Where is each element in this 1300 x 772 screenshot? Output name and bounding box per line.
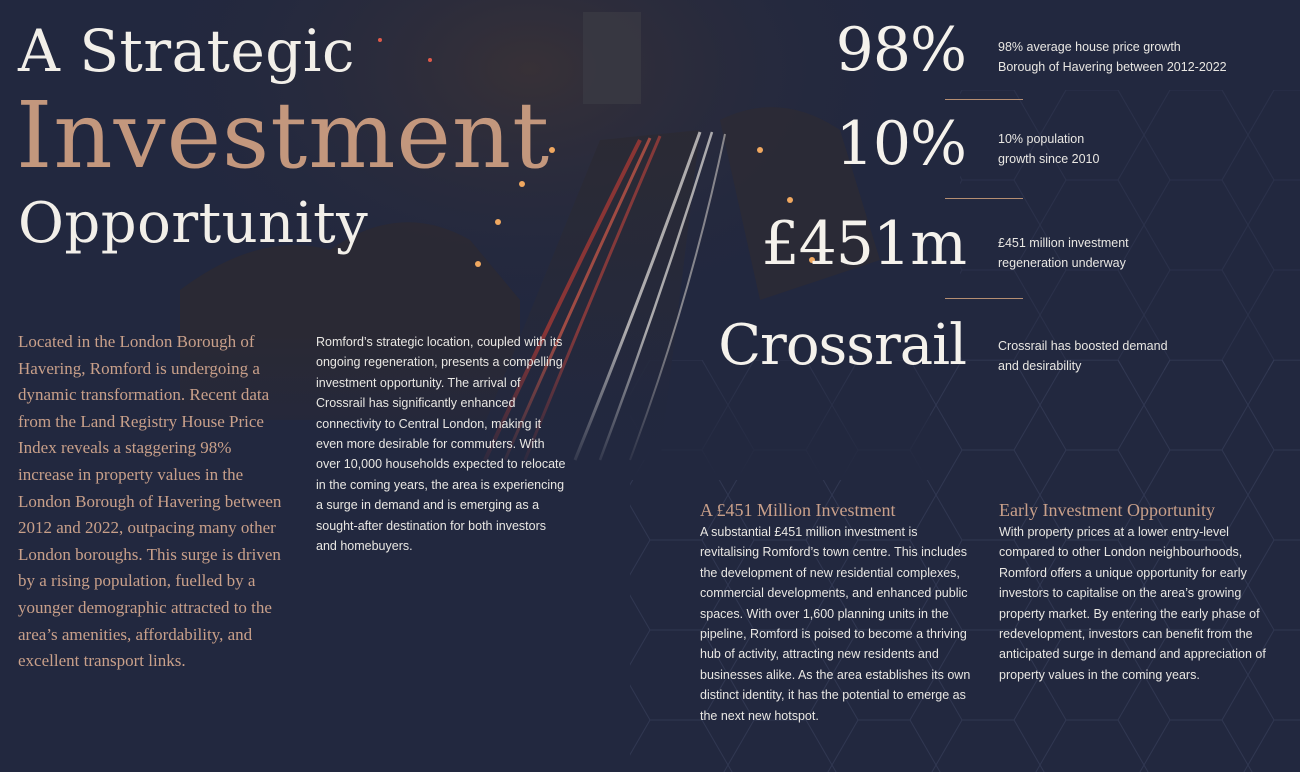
stat-description: Crossrail has boosted demand and desirability (998, 339, 1168, 374)
stat-value: Crossrail (718, 313, 966, 378)
stat-description: 10% population growth since 2010 (998, 132, 1100, 167)
stat-description: 98% average house price growth Borough of Havering between 2012-2022 (998, 40, 1227, 75)
stat-value: 98% (835, 15, 966, 85)
early-investment-paragraph: With property prices at a lower entry-level compared to other London neighbourhoods, Romford offers a unique opportunity for early investors to capitalise on the area’s growing property market. By entering the early phase of redevelopment, investors can benefit from the anticipated surge in demand and appreciation of property values in the coming years. (999, 525, 1266, 682)
stat-value: £451m (761, 209, 966, 279)
stat-value: 10% (835, 109, 966, 179)
investment-heading: A £451 Million Investment (700, 500, 896, 520)
title-a-strategic: A Strategic (18, 17, 355, 85)
title-investment: Investment (16, 82, 551, 189)
stat-population (690, 109, 1290, 182)
divider (945, 298, 1023, 299)
stat-house-price (690, 15, 1290, 88)
intro-paragraph: Located in the London Borough of Havering, Romford is undergoing a dynamic transformation. Recent data from the Land Registry House Price Index reveals a staggering 98% increase in property values in the London Borough of Havering between 2012 and 2022, outpacing many other London boroughs. This surge is driven by a rising population, fuelled by a younger demographic attracted to the area’s amenities, affordability, and excellent transport links. (18, 332, 282, 671)
divider (945, 99, 1023, 100)
title-opportunity: Opportunity (18, 191, 369, 256)
divider (945, 198, 1023, 199)
middle-paragraph: Romford’s strategic location, coupled with its ongoing regeneration, presents a compelling investment opportunity. The arrival of Crossrail has significantly enhanced connectivity to Central London, making it even more desirable for commuters. With over 10,000 households expected to relocate in the coming years, the area is experiencing a surge in demand and is emerging as a sought-after destination for both investors and homebuyers. (316, 335, 566, 554)
early-investment-heading: Early Investment Opportunity (999, 500, 1215, 520)
stat-regeneration (690, 209, 1290, 282)
stat-crossrail (690, 312, 1290, 388)
investment-paragraph: A substantial £451 million investment is revitalising Romford’s town centre. This includes the development of new residential complexes, commercial developments, and enhanced public spaces. With over 1,600 planning units in the pipeline, Romford is poised to become a thriving hub of activity, attracting new residents and businesses alike. As the area establishes its own distinct identity, it has the potential to emerge as the next new hotspot. (700, 525, 971, 723)
stat-description: £451 million investment regeneration underway (998, 236, 1129, 271)
